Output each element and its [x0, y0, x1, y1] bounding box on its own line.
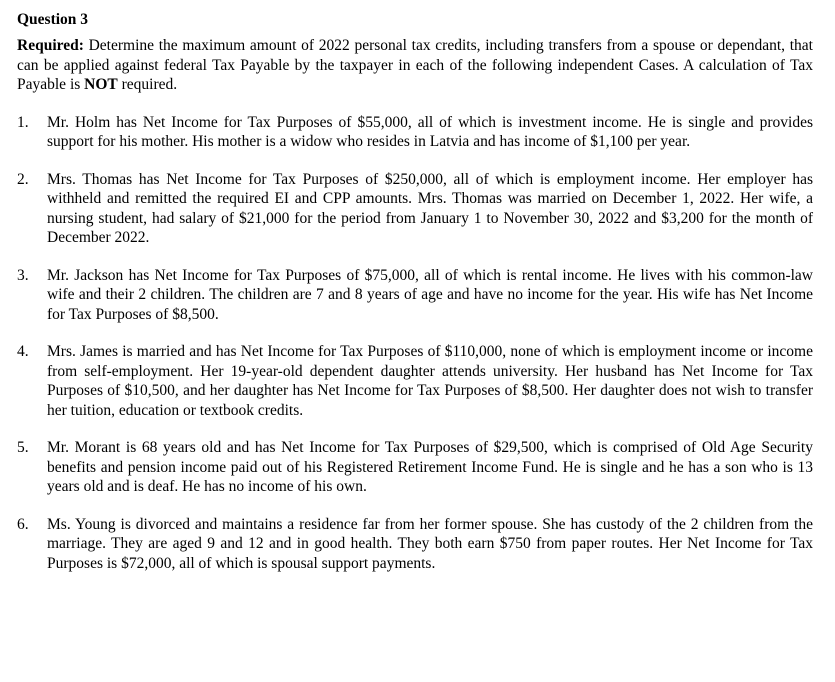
case-list [17, 113, 813, 574]
required-text-part-1: Determine the maximum amount of 2022 personal tax credits, including transfers from a spouse or dependant, that can be applied against federal Tax Payable by the taxpayer in each of the following independent Cases. A calculation of Tax Payable is [17, 37, 813, 93]
case-number: 2. [17, 170, 29, 188]
case-item-4 [17, 342, 813, 420]
required-instructions [17, 36, 813, 95]
case-number: 3. [17, 266, 29, 284]
case-text: Mr. Morant is 68 years old and has Net Income for Tax Purposes of $29,500, which is comprised of Old Age Security benefits and pension income paid out of his Registered Retirement Income Fund. He is single and he has a son who is 13 years old and is deaf. He has no income of his own. [47, 439, 813, 495]
case-text: Mrs. James is married and has Net Income for Tax Purposes of $110,000, none of which is employment income or income from self-employment. Her 19-year-old dependent daughter attends university. Her husband has Net Income for Tax Purposes of $10,500, and her daughter has Net Income for Tax Purposes of $8,500. Her daughter does not wish to transfer her tuition, education or textbook credits. [47, 343, 813, 419]
case-text: Mr. Jackson has Net Income for Tax Purposes of $75,000, all of which is rental income. He lives with his common-law wife and their 2 children. The children are 7 and 8 years of age and have no income for the year. His wife has Net Income for Tax Purposes of $8,500. [47, 266, 813, 323]
case-item-3 [17, 266, 813, 325]
case-number: 4. [17, 343, 29, 360]
case-text: Mrs. Thomas has Net Income for Tax Purposes of $250,000, all of which is employment income. Her employer has withheld and remitted the required EI and CPP amounts. Mrs. Thomas was married on December 1, 2022. Her wife, a nursing student, had salary of $21,000 for the period from January 1 to November 30, 2022 and $3,200 for the month of December 2022. [47, 170, 813, 246]
required-text-part-2: required. [117, 76, 178, 93]
case-item-6 [17, 515, 813, 574]
question-title: Question 3 [17, 11, 89, 28]
case-item-1 [17, 113, 813, 152]
required-emphasis: NOT [84, 76, 118, 93]
case-number: 5. [17, 439, 29, 456]
case-number: 1. [17, 113, 29, 131]
required-label: Required: [17, 37, 84, 54]
case-text: Mr. Holm has Net Income for Tax Purposes of $55,000, all of which is investment income. He is single and provides support for his mother. His mother is a widow who resides in Latvia and has income of $1,100 per year. [47, 113, 813, 150]
case-number: 6. [17, 515, 29, 533]
case-item-2 [17, 170, 813, 248]
case-text: Ms. Young is divorced and maintains a residence far from her former spouse. She has custody of the 2 children from the marriage. They are aged 9 and 12 and in good health. They both earn $750 from paper routes. Her Net Income for Tax Purposes is $72,000, all of which is spousal support payments. [47, 515, 813, 572]
case-item-5 [17, 438, 813, 497]
